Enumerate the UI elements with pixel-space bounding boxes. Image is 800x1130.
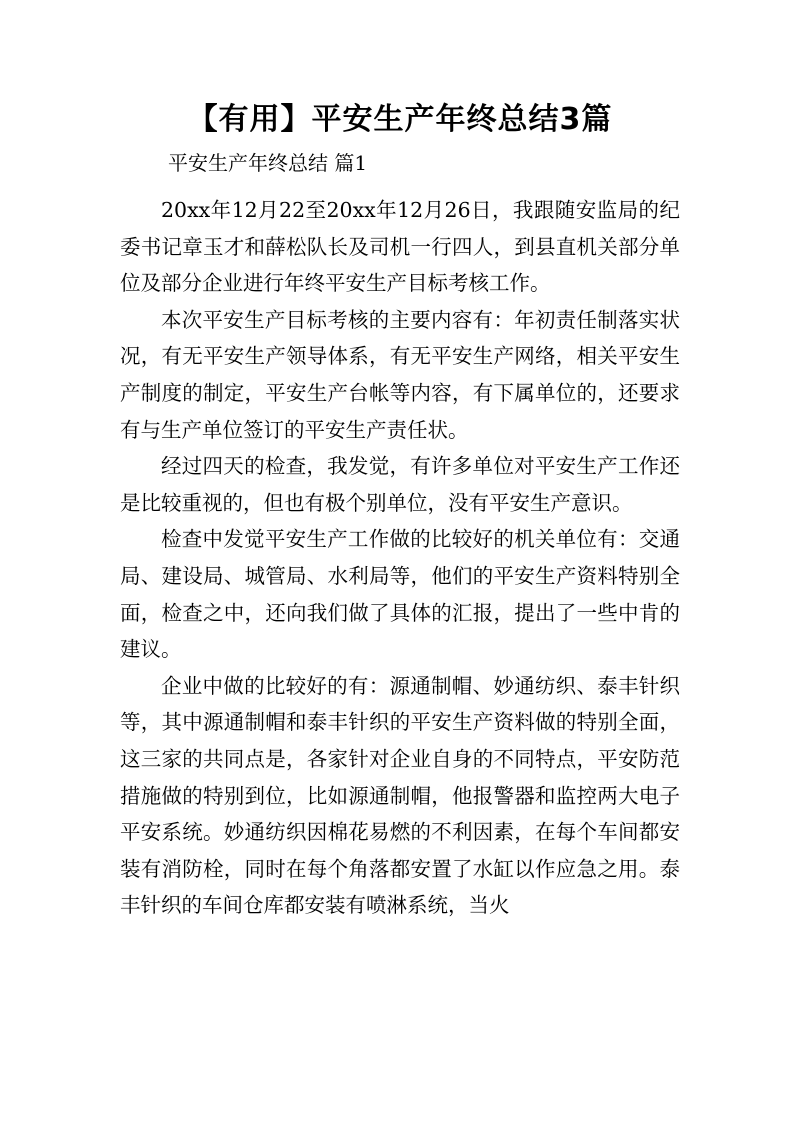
paragraph: 20xx年12月22至20xx年12月26日，我跟随安监局的纪委书记章玉才和薛松队长及司机一行四人，到县直机关部分单位及部分企业进行年终平安生产目标考核工作。	[120, 198, 680, 296]
document-title: 【有用】平安生产年终总结3篇	[187, 102, 613, 137]
document-body	[120, 192, 680, 924]
paragraph: 经过四天的检查，我发觉，有许多单位对平安生产工作还是比较重视的，但也有极个别单位，没有平安生产意识。	[120, 454, 680, 515]
paragraph: 本次平安生产目标考核的主要内容有：年初责任制落实状况，有无平安生产领导体系，有无平安生产网络，相关平安生产制度的制定，平安生产台帐等内容，有下属单位的，还要求有与生产单位签订的平安生产责任状。	[120, 307, 680, 442]
paragraph: 检查中发觉平安生产工作做的比较好的机关单位有：交通局、建设局、城管局、水利局等，他们的平安生产资料特别全面，检查之中，还向我们做了具体的汇报，提出了一些中肯的建议。	[120, 527, 680, 662]
section-heading: 平安生产年终总结 篇1	[168, 151, 368, 175]
paragraph: 企业中做的比较好的有：源通制帽、妙通纺织、泰丰针织等，其中源通制帽和泰丰针织的平安生产资料做的特别全面，这三家的共同点是，各家针对企业自身的不同特点，平安防范措施做的特别到位，比如源通制帽，他报警器和监控两大电子平安系统。妙通纺织因棉花易燃的不利因素，在每个车间都安装有消防栓，同时在每个角落都安置了水缸以作应急之用。泰丰针织的车间仓库都安装有喷淋系统，当火	[120, 673, 680, 918]
